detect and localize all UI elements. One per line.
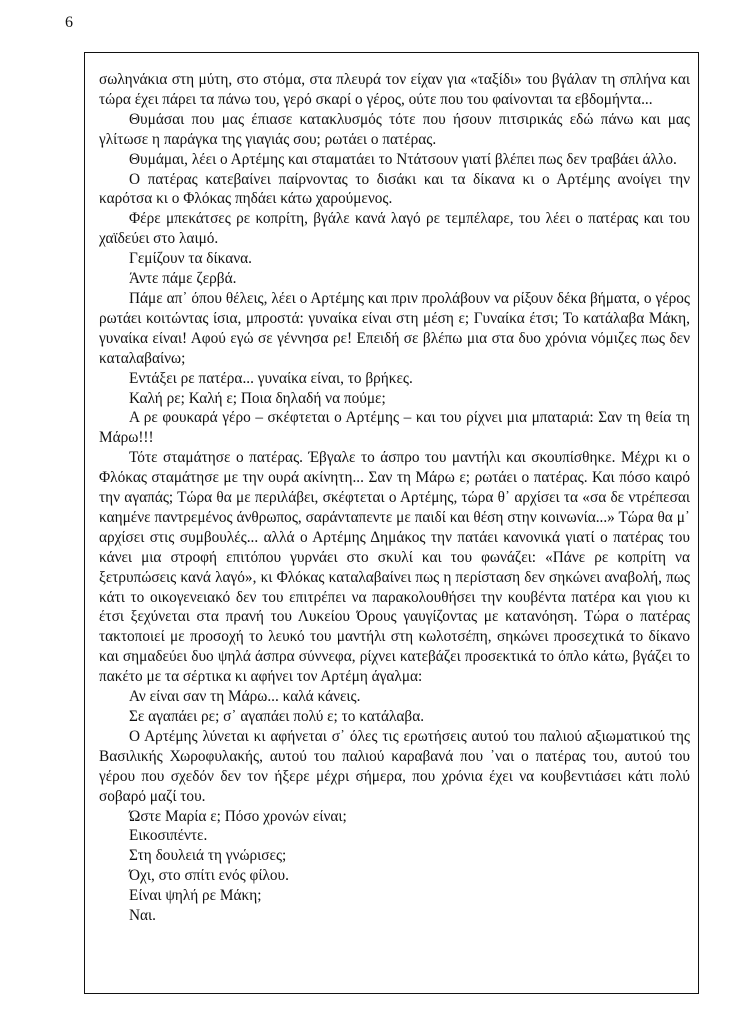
paragraph-4: Ο πατέρας κατεβαίνει παίρνοντας το δισάκι και τα δίκανα κι ο Αρτέμης ανοίγει την καρότσα κι ο Φλόκας πηδάει κάτω χαρούμενος. [99,170,690,208]
paragraph-2: Θυμάσαι που μας έπιασε κατακλυσμός τότε που ήσουν πιτσιρικάς εδώ πάνω και μας γλίτωσε η παράγκα της γιαγιάς σου; ρωτάει ο πατέρας. [99,110,690,148]
paragraph-1: σωληνάκια στη μύτη, στο στόμα, στα πλευρά τον είχαν για «ταξίδι» του βγάλαν τη σπλήνα και τώρα έχει πάρει τα πάνω του, γερό σκαρί ο γέρος, ούτε που του φαίνονται τα εβδομήντα... [99,71,690,108]
paragraph-11: Α ρε φουκαρά γέρο – σκέφτεται ο Αρτέμης – και του ρίχνει μια μπαταριά: Σαν τη θεία τη Μάρω!!! [99,409,690,447]
paragraph-12: Τότε σταμάτησε ο πατέρας. Έβγαλε το άσπρο του μαντήλι και σκουπίσθηκε. Μέχρι κι ο Φλόκας σταμάτησε με την ουρά ακίνητη... Σαν τη Μάρω ε; ρωτάει ο πατέρας. Και πόσο καιρό την αγαπάς; Τώρα θα με περιλάβει, σκέφτεται ο Αρτέμης, τώρα θ᾽ αρχίσει τα «σα δε ντρέπεσαι καημένε παντρεμένος άνθρωπος, σαράνταπεντε με παιδί και θέση στην κοινωνία...» Τώρα θα μ᾽ αρχίσει στις συμβουλές... αλλά ο Αρτέμης Δημάκος την πατάει κανονικά γιατί ο πατέρας του κάνει μια στροφή επιτόπου γυρνάει στο σκυλί και του φωνάζει: «Πάνε ρε κοπρίτη να ξετρυπώσεις κανά λαγό», κι Φλόκας καταλαβαίνει πως η περίσταση δεν σηκώνει αναβολή, πως κάτι το οικογενειακό δεν του επιτρέπει να παρακολουθήσει την κουβέντα πατέρα και γιου κι έτσι ξεχύνεται στα πρανή του Λυκείου Όρους γαυγίζοντας με κατανόηση. Τώρα ο πατέρας τακτοποιεί με προσοχή το λευκό του μαντήλι στη κωλοτσέπη, σηκώνει προσεχτικά το δίκανο και σημαδεύει δυο ψηλά άσπρα σύννεφα, ρίχνει κατεβάζει προσεκτικά το όπλο κάτω, βγάζει το πακέτο με τα σέρτικα κι αφήνει τον Αρτέμη άγαλμα: [99,449,690,686]
paragraph-13: Αν είναι σαν τη Μάρω... καλά κάνεις. [129,688,361,706]
page-number: 6 [65,14,73,31]
paragraph-3: Θυμάμαι, λέει ο Αρτέμης και σταματάει το Ντάτσουν γιατί βλέπει πως δεν τραβάει άλλο. [129,150,677,168]
paragraph-8: Πάμε απ᾽ όπου θέλεις, λέει ο Αρτέμης και πριν προλάβουν να ρίξουν δέκα βήματα, ο γέρος ρωτάει κοιτώντας ίσια, μπροστά: γυναίκα είναι στη μέση ε; Γυναίκα έτσι; Το κατάλαβα Μάκη, γυναίκα είναι! Αφού εγώ σε γέννησα ρε! Επειδή σε βλέπω μια στα δυο χρόνια νόμιζες πως δεν καταλαβαίνω; [99,289,690,367]
paragraph-10: Καλή ρε; Καλή ε; Ποια δηλαδή να πούμε; [129,389,386,407]
paragraph-5: Φέρε μπεκάτσες ρε κοπρίτη, βγάλε κανά λαγό ρε τεμπέλαρε, του λέει ο πατέρας και του χαϊδεύει στο λαιμό. [99,210,690,248]
paragraph-7: Άντε πάμε ζερβά. [129,270,237,288]
paragraph-19: Όχι, στο σπίτι ενός φίλου. [129,867,289,885]
paragraph-16: Ώστε Μαρία ε; Πόσο χρονών είναι; [129,807,347,825]
paragraph-18: Στη δουλειά τη γνώρισες; [129,847,287,865]
paragraph-6: Γεμίζουν τα δίκανα. [129,250,252,268]
paragraph-14: Σε αγαπάει ρε; σ᾽ αγαπάει πολύ ε; το κατάλαβα. [129,708,425,725]
body-text [99,70,690,926]
paragraph-15: Ο Αρτέμης λύνεται κι αφήνεται σ᾽ όλες τις ερωτήσεις αυτού του παλιού αξιωματικού της Βασιλικής Χωροφυλακής, αυτού του παλιού καραβανά που ᾽ναι ο πατέρας του, αυτού του γέρου που σχεδόν δεν τον ήξερε μέχρι σήμερα, που χρόνια έχει να κουβεντιάσει κάτι πολύ σοβαρό μαζί του. [99,727,690,805]
paragraph-21: Ναι. [129,907,157,925]
paragraph-17: Εικοσιπέντε. [129,827,208,845]
paragraph-20: Είναι ψηλή ρε Μάκη; [129,887,262,905]
paragraph-9: Εντάξει ρε πατέρα... γυναίκα είναι, το βρήκες. [129,369,413,387]
